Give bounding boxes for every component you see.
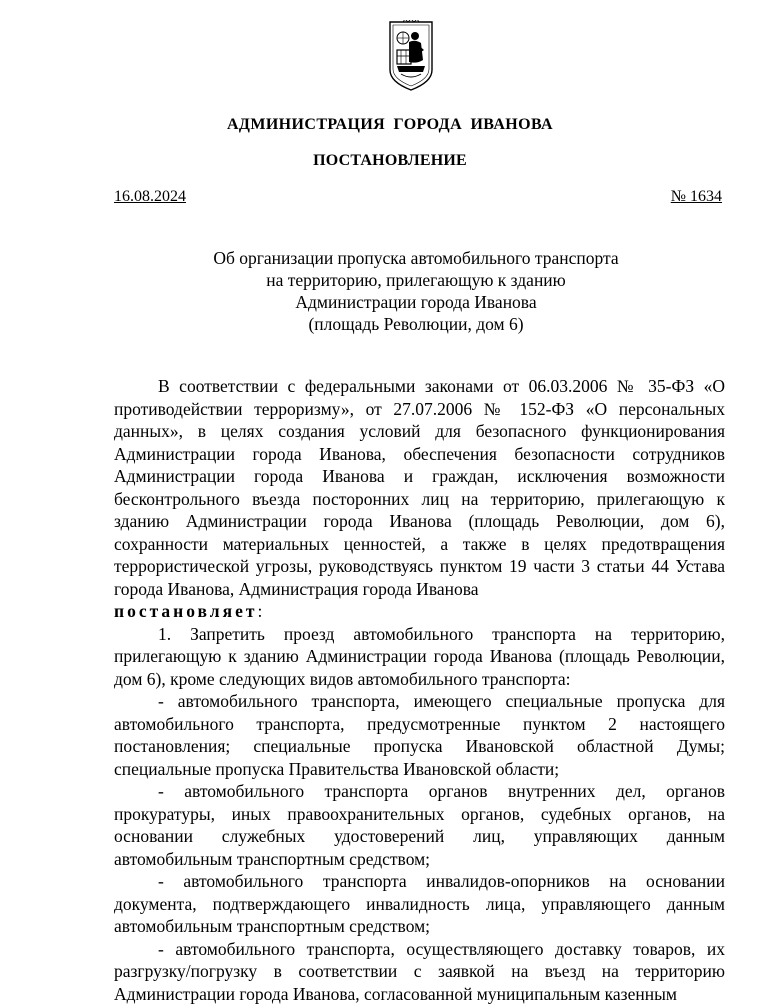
document-number: № 1634 bbox=[671, 188, 722, 206]
document-type: ПОСТАНОВЛЕНИЕ bbox=[0, 152, 780, 170]
authority-name: АДМИНИСТРАЦИЯ ГОРОДА ИВАНОВА bbox=[0, 116, 780, 134]
body-paragraph: - автомобильного транспорта органов внутренних дел, органов прокуратуры, иных правоохранительных органов, судебных органов, на основании служебных удостоверений лиц, управляющих данным автомобильным транспортным средством; bbox=[114, 780, 725, 870]
body-paragraph: - автомобильного транспорта инвалидов-опорников на основании документа, подтверждающего инвалидность лица, управляющего данным автомобильным транспортным средством; bbox=[114, 870, 725, 938]
body-paragraph: - автомобильного транспорта, осуществляющего доставку товаров, их разгрузку/погрузку в соответствии с заявкой на въезд на территорию Администрации города Иванова, согласованной муниципальным казенным bbox=[114, 938, 725, 1005]
title-line: (площадь Революции, дом 6) bbox=[110, 313, 722, 335]
decree-word: постановляет bbox=[114, 601, 257, 621]
document-date: 16.08.2024 bbox=[114, 188, 186, 206]
title-line: Об организации пропуска автомобильного транспорта bbox=[110, 247, 722, 269]
document-body bbox=[114, 375, 725, 1005]
body-paragraph: - автомобильного транспорта, имеющего специальные пропуска для автомобильного транспорта, предусмотренные пунктом 2 настоящего постановления; специальные пропуска Ивановской областной Думы; специальные пропуска Правительства Ивановской области; bbox=[114, 690, 725, 780]
title-line: на территорию, прилегающую к зданию bbox=[110, 269, 722, 291]
decree-line bbox=[114, 600, 725, 623]
decree-colon: : bbox=[257, 601, 262, 621]
document-title bbox=[110, 247, 722, 335]
ivanovo-coat-of-arms-icon bbox=[387, 20, 435, 92]
body-paragraph: 1. Запретить проезд автомобильного транспорта на территорию, прилегающую к зданию Администрации города Иванова (площадь Революции, дом 6), кроме следующих видов автомобильного транспорта: bbox=[114, 623, 725, 691]
preamble-paragraph: В соответствии с федеральными законами от 06.03.2006 № 35-ФЗ «О противодействии терроризму», от 27.07.2006 № 152-ФЗ «О персональных данных», в целях создания условий для безопасного функционирования Администрации города Иванова, обеспечения безопасности сотрудников Администрации города Иванова и граждан, исключения возможности бесконтрольного въезда посторонних лиц на территорию, прилегающую к зданию Администрации города Иванова (площадь Революции, дом 6), сохранности материальных ценностей, а также в целях предотвращения террористической угрозы, руководствуясь пунктом 19 части 3 статьи 44 Устава города Иванова, Администрация города Иванова bbox=[114, 375, 725, 600]
title-line: Администрации города Иванова bbox=[110, 291, 722, 313]
